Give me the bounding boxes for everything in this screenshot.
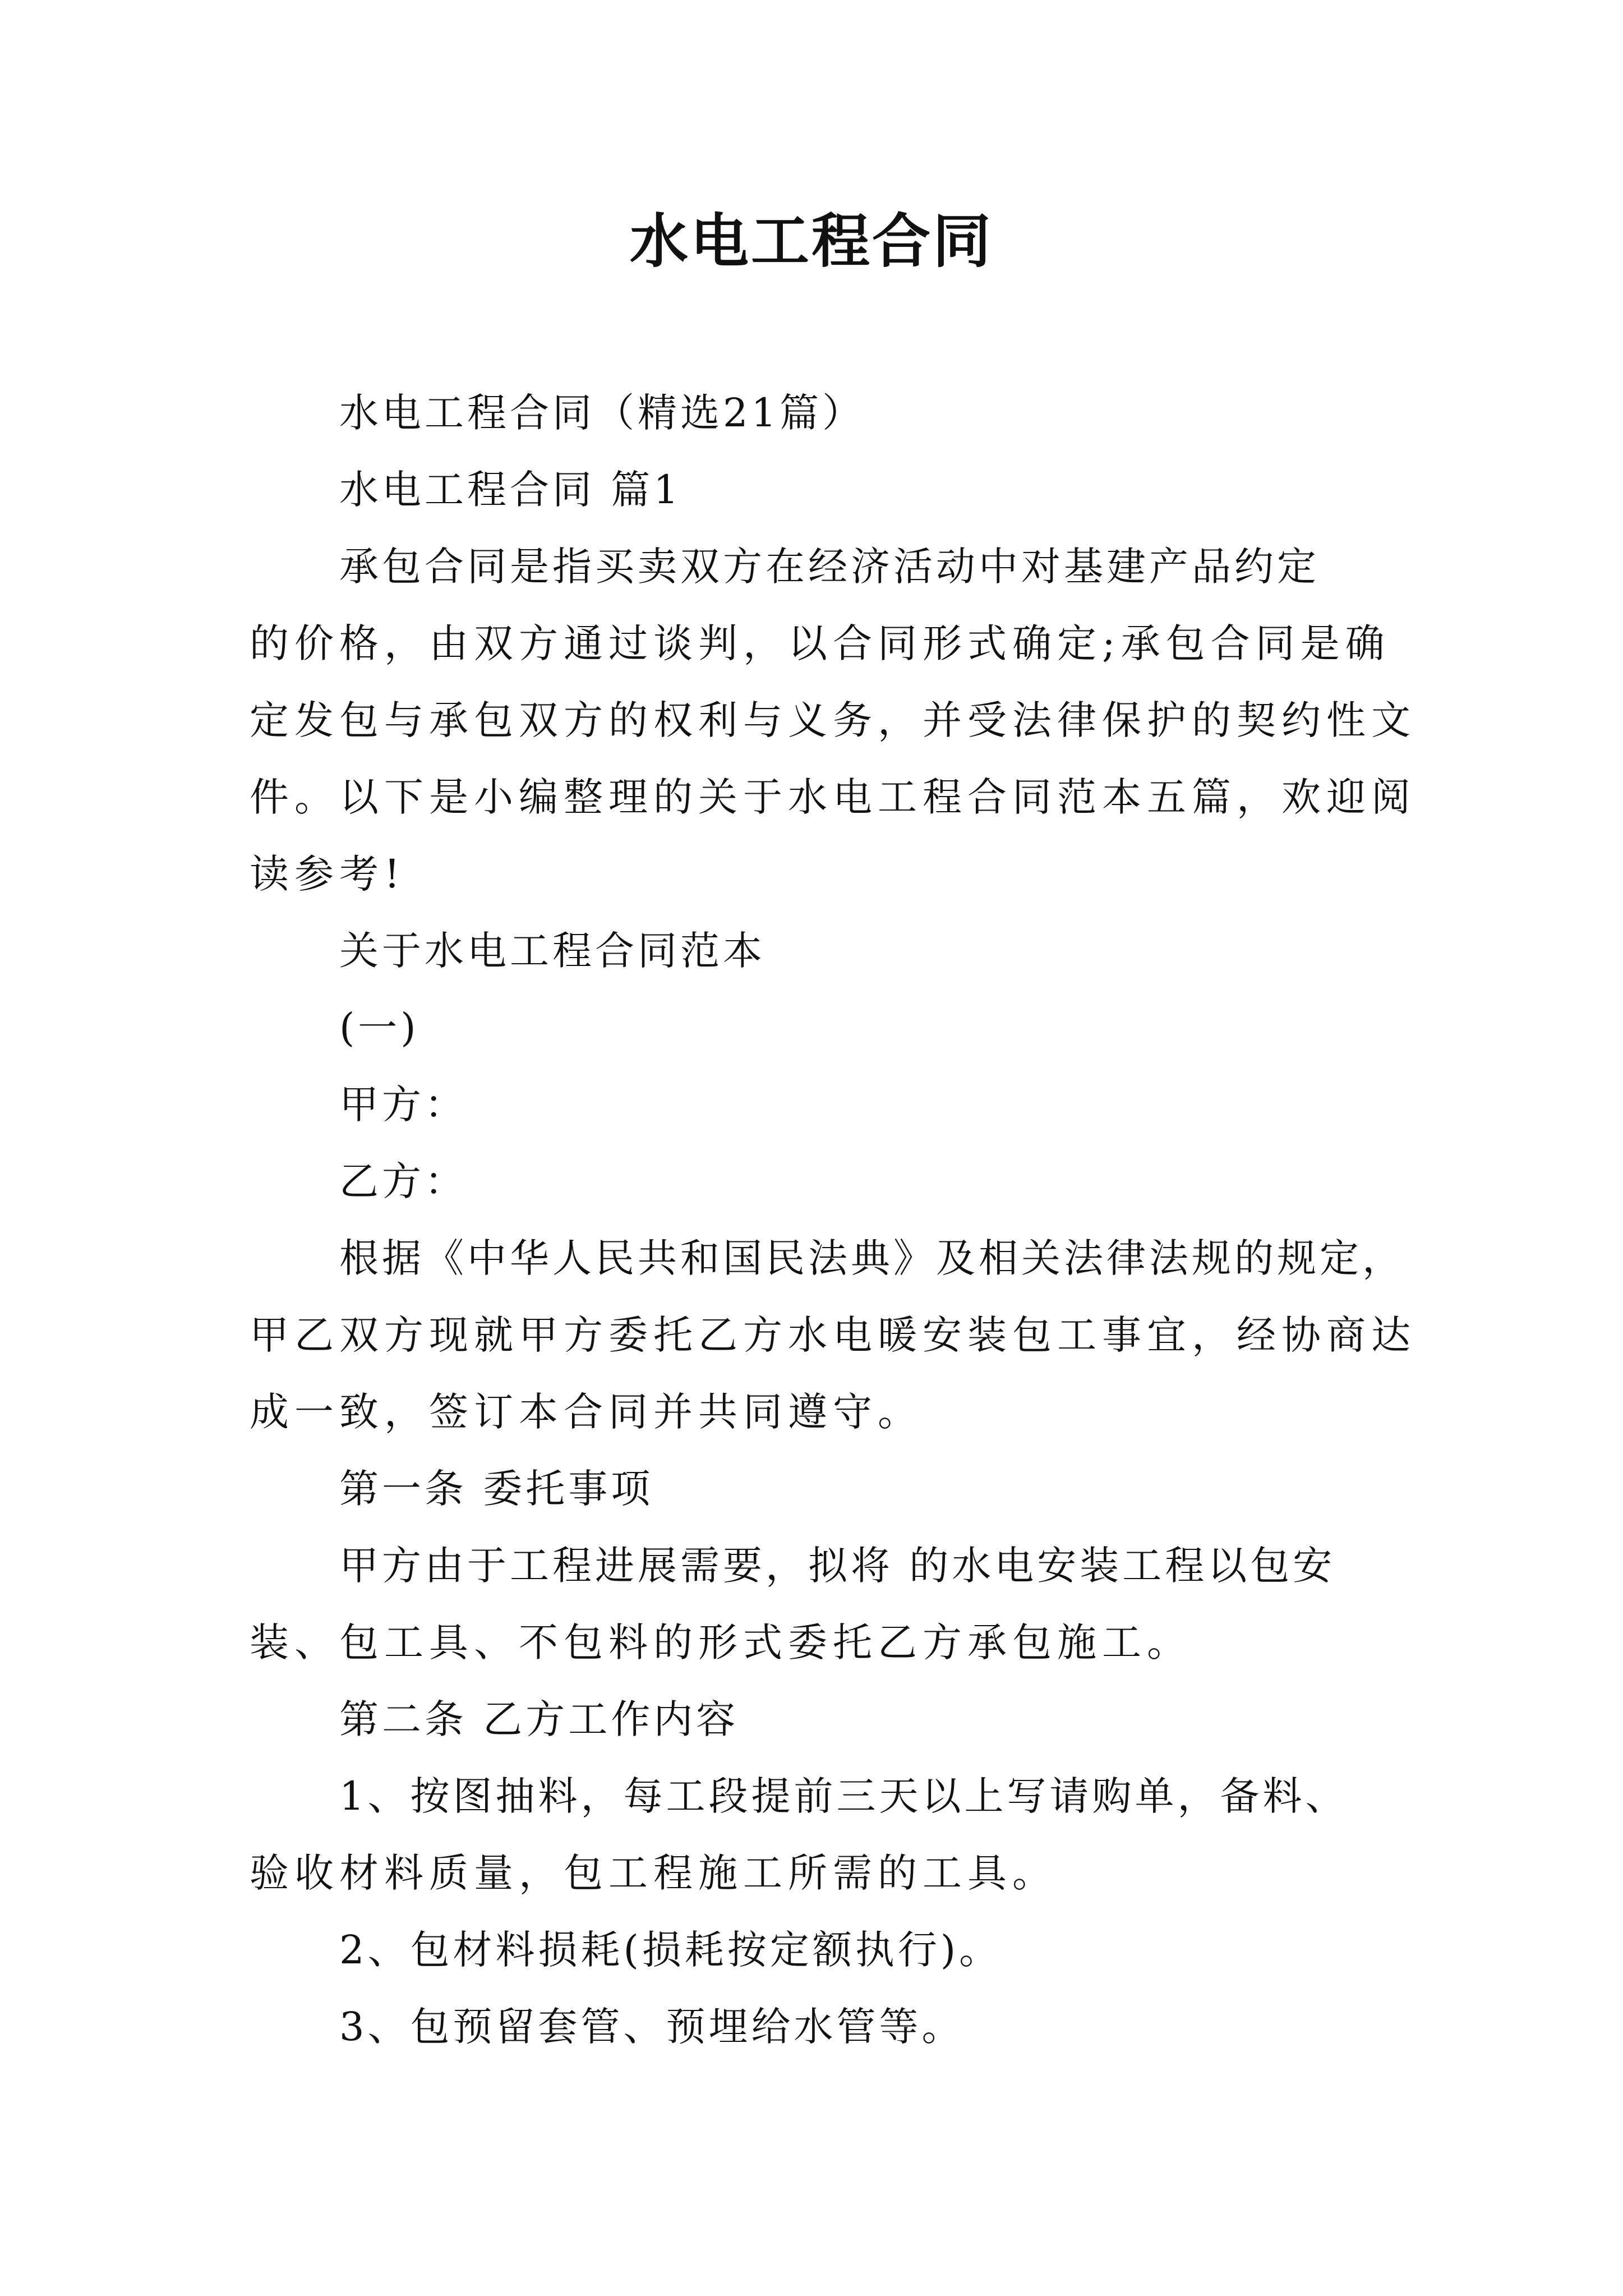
text-line: (一) xyxy=(339,1005,419,1051)
text-line: 第一条 委托事项 xyxy=(339,1466,654,1512)
text-line: 2、包材料损耗(损耗按定额执行)。 xyxy=(339,1927,1002,1973)
text-line: 水电工程合同 篇1 xyxy=(339,467,682,513)
text-line: 定发包与承包双方的权利与义务，并受法律保护的契约性文 xyxy=(250,697,1416,743)
text-line: 的价格，由双方通过谈判，以合同形式确定;承包合同是确 xyxy=(250,620,1390,666)
text-line: 甲方： xyxy=(339,1082,467,1128)
text-line: 水电工程合同（精选21篇） xyxy=(339,390,865,436)
text-line: 根据《中华人民共和国民法典》及相关法律法规的规定， xyxy=(339,1235,1405,1281)
text-line: 件。以下是小编整理的关于水电工程合同范本五篇，欢迎阅 xyxy=(250,774,1416,820)
document-title: 水电工程合同 xyxy=(629,207,993,275)
text-line: 甲乙双方现就甲方委托乙方水电暖安装包工事宜，经协商达 xyxy=(250,1312,1416,1358)
text-line: 第二条 乙方工作内容 xyxy=(339,1696,739,1742)
text-line: 验收材料质量，包工程施工所需的工具。 xyxy=(250,1850,1057,1896)
text-line: 1、按图抽料，每工段提前三天以上写请购单，备料、 xyxy=(339,1773,1348,1819)
text-line: 成一致，签订本合同并共同遵守。 xyxy=(250,1389,923,1435)
text-line: 乙方： xyxy=(339,1158,467,1204)
text-line: 3、包预留套管、预埋给水管等。 xyxy=(339,2004,965,2050)
text-line: 承包合同是指买卖双方在经济活动中对基建产品约定 xyxy=(339,544,1320,590)
text-line: 甲方由于工程进展需要，拟将 的水电安装工程以包安 xyxy=(339,1543,1336,1589)
text-line: 读参考! xyxy=(250,851,406,897)
text-line: 装、包工具、不包料的形式委托乙方承包施工。 xyxy=(250,1619,1192,1665)
document-body xyxy=(250,375,1416,2065)
text-line: 关于水电工程合同范本 xyxy=(339,928,766,974)
